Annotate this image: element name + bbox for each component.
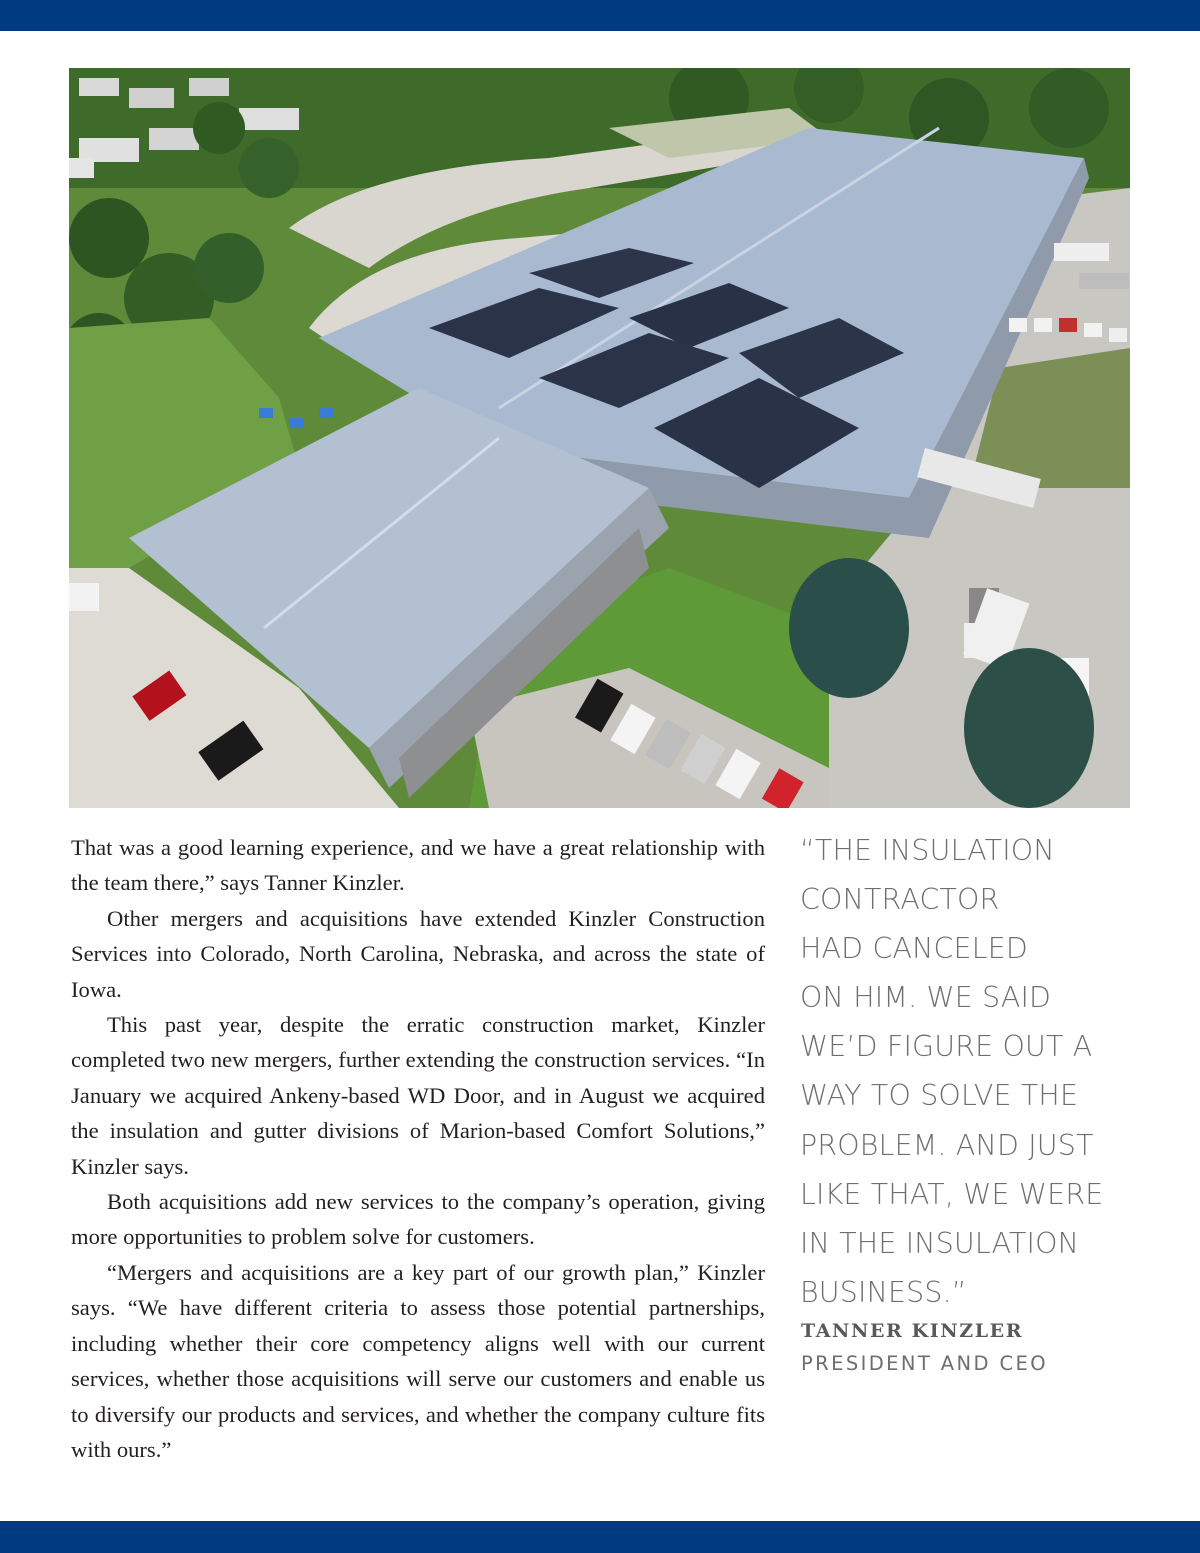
article-paragraph: Both acquisitions add new services to the company’s operation, giving more opportunities to problem solve for customers.	[71, 1189, 765, 1250]
article-paragraph: This past year, despite the erratic construction market, Kinzler completed two new mergers, further extending the construction services. “In January we acquired Ankeny-based WD Door, and in August we acquired the insulation and gutter divisions of Marion-based Comfort Solutions,” Kinzler says.	[71, 1012, 765, 1179]
article-paragraph: “Mergers and acquisitions are a key part of our growth plan,” Kinzler says. “We have different criteria to assess those potential partnerships, including whether their core competency aligns well with our current services, whether those acquisitions will serve our customers and enable us to diversify our products and services, and whether the company culture fits with ours.”	[71, 1259, 765, 1462]
quote-attribution-name: TANNER KINZLER	[801, 1320, 1024, 1342]
pull-quote-line: WE’D FIGURE OUT A	[800, 1030, 1093, 1064]
pull-quote-line: IN THE INSULATION	[800, 1226, 1080, 1260]
pull-quote-line: “THE INSULATION	[800, 834, 1055, 867]
aerial-building-photo	[69, 68, 1130, 808]
pull-quote-line: ON HIM. WE SAID	[800, 981, 1052, 1015]
quote-attribution-title: PRESIDENT AND CEO	[801, 1352, 1049, 1375]
article-paragraph: That was a good learning experience, and we have a great relationship with the team there,” says Tanner Kinzler.	[71, 835, 765, 896]
pull-quote-line: WAY TO SOLVE THE	[800, 1079, 1079, 1113]
pull-quote-line: PROBLEM. AND JUST	[800, 1128, 1094, 1162]
article-paragraph: Other mergers and acquisitions have extended Kinzler Construction Services into Colorado, North Carolina, Nebraska, and across the state of Iowa.	[71, 905, 765, 1002]
pull-quote-line: HAD CANCELED	[800, 932, 1028, 966]
pull-quote	[800, 826, 1130, 1317]
top-brand-bar	[0, 0, 1200, 31]
pull-quote-line: CONTRACTOR	[800, 883, 1000, 917]
article-body	[71, 830, 765, 1467]
pull-quote-line: LIKE THAT, WE WERE	[800, 1177, 1104, 1211]
pull-quote-line: BUSINESS.”	[800, 1275, 967, 1309]
bottom-brand-bar	[0, 1521, 1200, 1553]
